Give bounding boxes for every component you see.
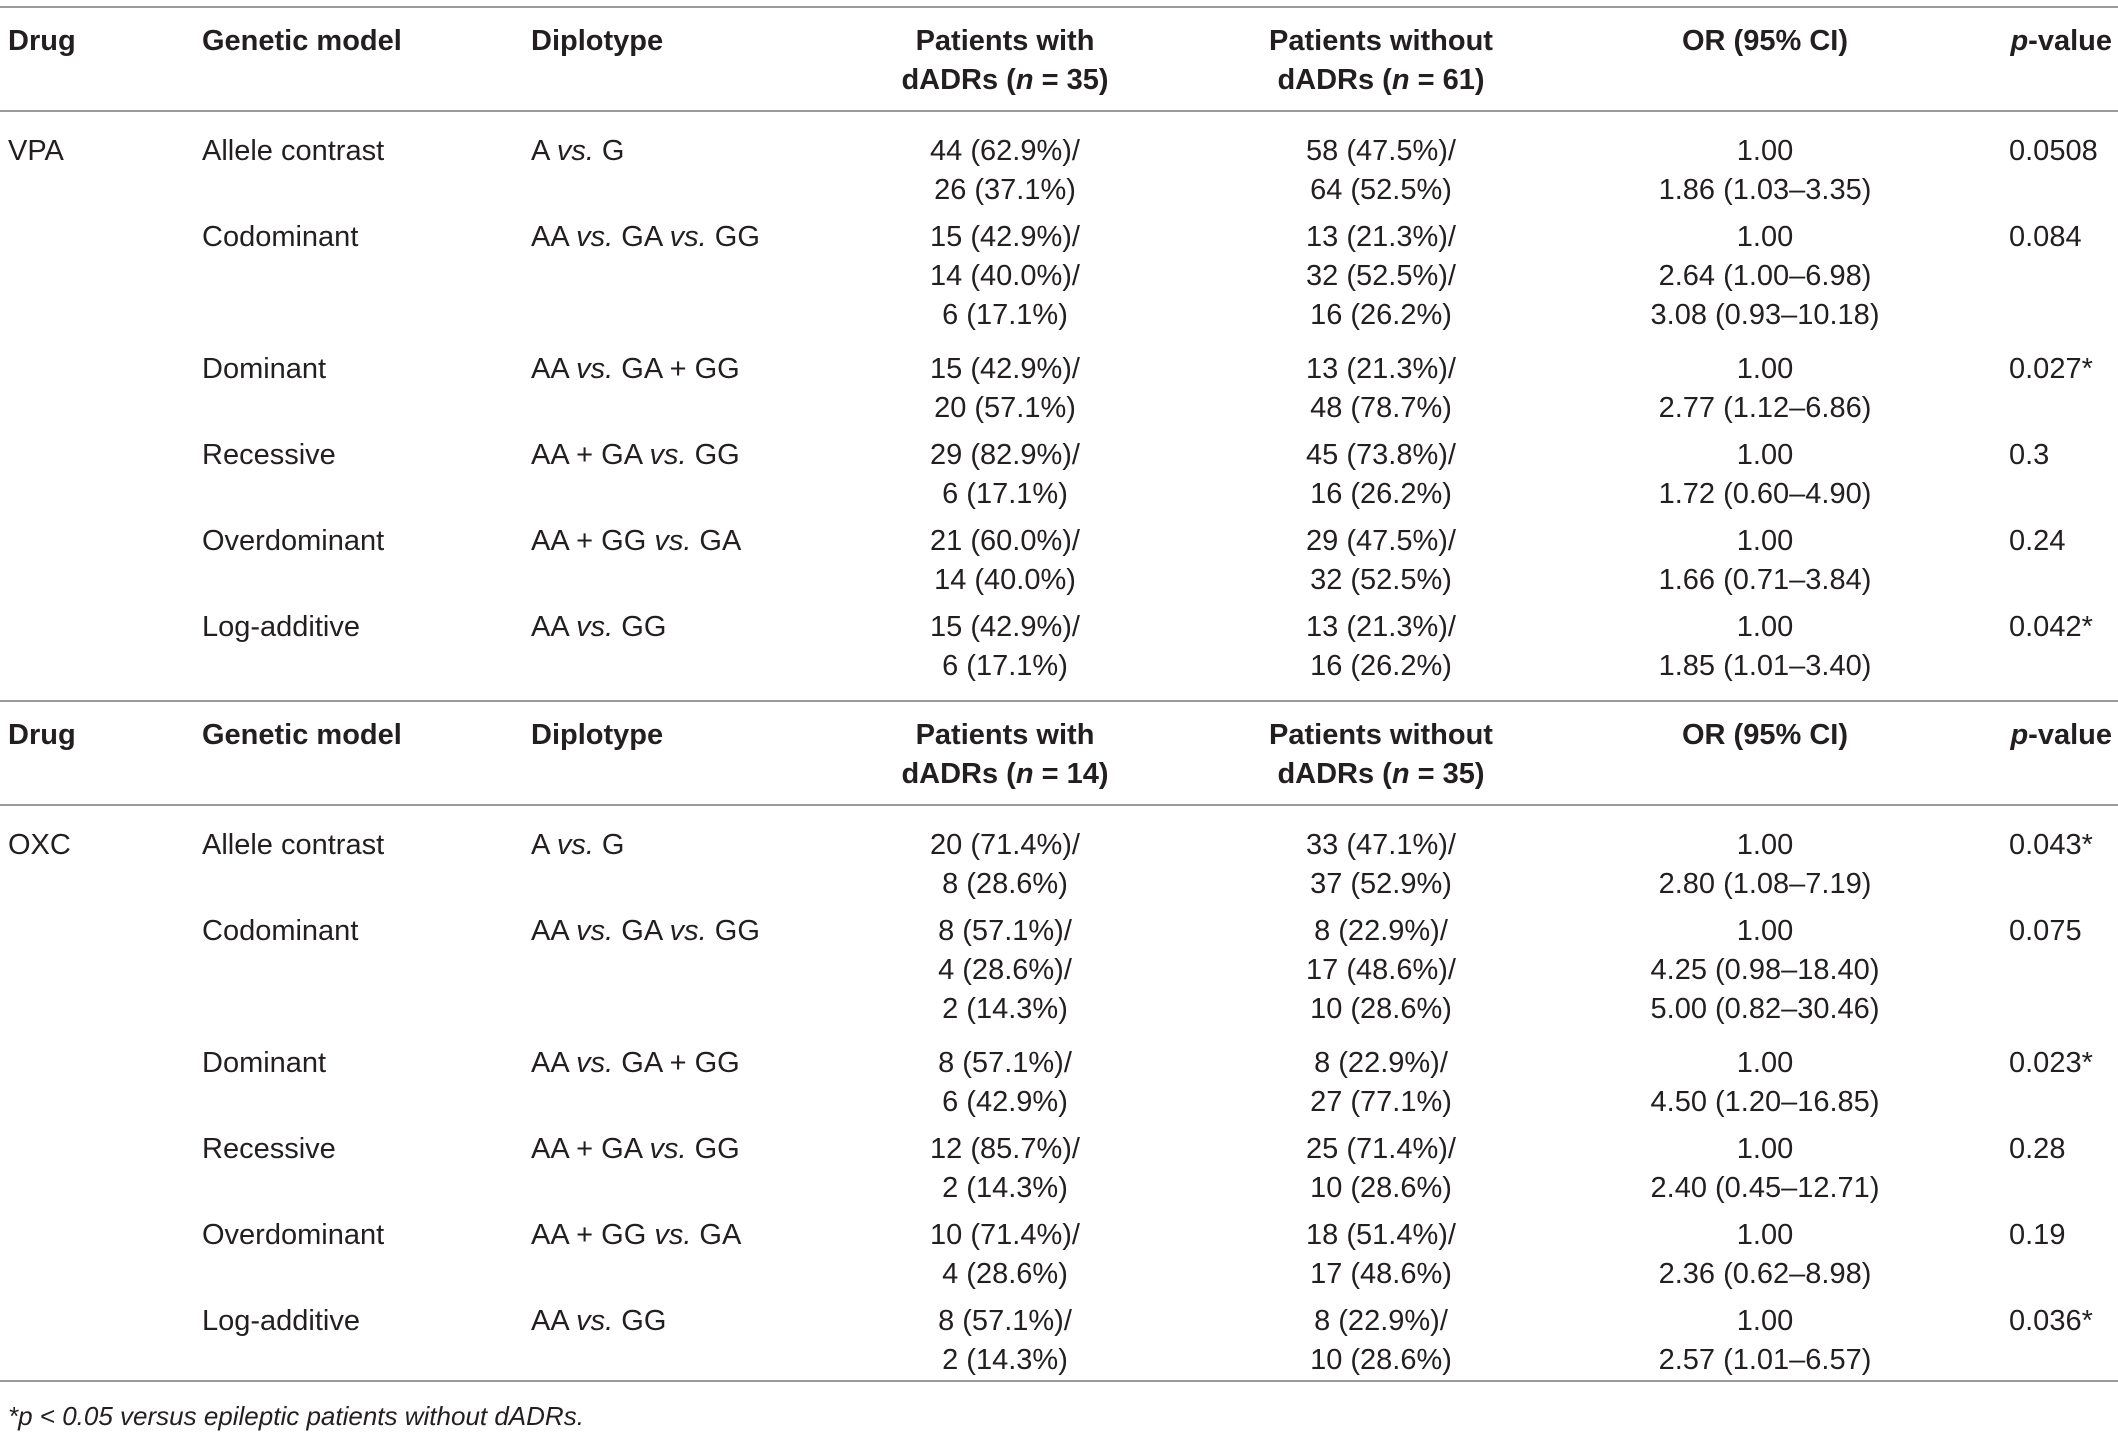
header-drug: Drug (8, 25, 76, 57)
patients-without-value (1246, 1302, 1516, 1380)
value-line: 18 (51.4%)/ (1306, 1219, 1456, 1251)
value-line: 16 (26.2%) (1310, 650, 1452, 682)
header-patients-with (880, 22, 1130, 100)
value-line: 4 (28.6%) (942, 1258, 1068, 1290)
header-patients-without (1246, 716, 1516, 794)
value-line: 1.00 (1736, 1133, 1794, 1165)
genetic-model: Log-additive (202, 611, 360, 643)
patients-with-value (880, 826, 1130, 904)
patients-with-value (880, 912, 1130, 1029)
section-top-rule (0, 6, 2118, 8)
odds-ratio-value (1620, 350, 1910, 428)
p-value: 0.036* (2009, 1305, 2093, 1337)
header-bottom-rule (0, 804, 2118, 806)
value-line: 25 (71.4%)/ (1306, 1133, 1456, 1165)
header-or-ci: OR (95% CI) (1682, 719, 1848, 751)
header-patients-with-line2: dADRs (n = 35) (901, 64, 1109, 96)
value-line: 13 (21.3%)/ (1306, 353, 1456, 385)
value-line: 14 (40.0%) (934, 564, 1076, 596)
patients-with-value (880, 350, 1130, 428)
value-line: 10 (28.6%) (1310, 1172, 1452, 1204)
value-line: 58 (47.5%)/ (1306, 135, 1456, 167)
p-value: 0.084 (2009, 221, 2082, 253)
value-line: 17 (48.6%) (1310, 1258, 1452, 1290)
odds-ratio-value (1620, 1216, 1910, 1294)
table-bottom-rule (0, 1380, 2118, 1382)
value-line: 20 (71.4%)/ (930, 829, 1080, 861)
diplotype: A vs. G (531, 829, 625, 861)
value-line: 16 (26.2%) (1310, 478, 1452, 510)
value-line: 1.00 (1736, 353, 1794, 385)
patients-with-value (880, 522, 1130, 600)
patients-without-value (1246, 218, 1516, 335)
patients-with-value (880, 436, 1130, 514)
drug-name: OXC (8, 829, 71, 861)
value-line: 6 (17.1%) (942, 478, 1068, 510)
genetic-model: Allele contrast (202, 135, 385, 167)
diplotype: AA vs. GA + GG (531, 1047, 740, 1079)
value-line: 12 (85.7%)/ (930, 1133, 1080, 1165)
value-line: 37 (52.9%) (1310, 868, 1452, 900)
value-line: 3.08 (0.93–10.18) (1650, 299, 1880, 331)
header-patients-with-line2: dADRs (n = 14) (901, 758, 1109, 790)
value-line: 2.57 (1.01–6.57) (1658, 1344, 1872, 1376)
patients-with-value (880, 132, 1130, 210)
patients-without-value (1246, 350, 1516, 428)
value-line: 32 (52.5%)/ (1306, 260, 1456, 292)
genetic-model: Overdominant (202, 525, 385, 557)
value-line: 1.00 (1736, 1305, 1794, 1337)
odds-ratio-value (1620, 132, 1910, 210)
patients-with-value (880, 218, 1130, 335)
value-line: 1.00 (1736, 439, 1794, 471)
value-line: 8 (28.6%) (942, 868, 1068, 900)
value-line: 8 (57.1%)/ (938, 1305, 1072, 1337)
drug-name: VPA (8, 135, 64, 167)
value-line: 29 (47.5%)/ (1306, 525, 1456, 557)
p-value: 0.023* (2009, 1047, 2093, 1079)
odds-ratio-value (1620, 522, 1910, 600)
value-line: 29 (82.9%)/ (930, 439, 1080, 471)
header-p-value: p-value (2010, 719, 2112, 751)
value-line: 14 (40.0%)/ (930, 260, 1080, 292)
header-or-ci: OR (95% CI) (1682, 25, 1848, 57)
header-diplotype: Diplotype (531, 25, 664, 57)
section-top-rule (0, 700, 2118, 702)
diplotype: AA + GA vs. GG (531, 1133, 740, 1165)
patients-with-value (880, 1302, 1130, 1380)
value-line: 1.00 (1736, 611, 1794, 643)
diplotype: AA + GG vs. GA (531, 1219, 742, 1251)
header-patients-without (1246, 22, 1516, 100)
patients-with-value (880, 1130, 1130, 1208)
value-line: 1.66 (0.71–3.84) (1658, 564, 1872, 596)
header-p-value: p-value (2010, 25, 2112, 57)
value-line: 2 (14.3%) (942, 1172, 1068, 1204)
value-line: 4 (28.6%)/ (938, 954, 1072, 986)
genetic-model: Recessive (202, 1133, 336, 1165)
diplotype: AA vs. GA vs. GG (531, 915, 760, 947)
value-line: 1.00 (1736, 915, 1794, 947)
value-line: 4.25 (0.98–18.40) (1650, 954, 1880, 986)
table-footnote: *p < 0.05 versus epileptic patients without dADRs. (8, 1401, 584, 1431)
header-genetic-model: Genetic model (202, 25, 402, 57)
header-patients-without-line2: dADRs (n = 61) (1277, 64, 1485, 96)
diplotype: AA + GG vs. GA (531, 525, 742, 557)
p-value: 0.3 (2009, 439, 2050, 471)
p-value: 0.0508 (2009, 135, 2098, 167)
p-value: 0.075 (2009, 915, 2082, 947)
diplotype: AA vs. GG (531, 611, 667, 643)
genetic-model: Overdominant (202, 1219, 385, 1251)
odds-ratio-value (1620, 218, 1910, 335)
genetic-model: Codominant (202, 221, 359, 253)
header-patients-without-line1: Patients without (1269, 25, 1493, 57)
value-line: 8 (57.1%)/ (938, 915, 1072, 947)
value-line: 1.86 (1.03–3.35) (1658, 174, 1872, 206)
odds-ratio-value (1620, 1044, 1910, 1122)
value-line: 1.00 (1736, 829, 1794, 861)
value-line: 10 (71.4%)/ (930, 1219, 1080, 1251)
value-line: 48 (78.7%) (1310, 392, 1452, 424)
value-line: 27 (77.1%) (1310, 1086, 1452, 1118)
value-line: 15 (42.9%)/ (930, 611, 1080, 643)
value-line: 15 (42.9%)/ (930, 353, 1080, 385)
header-diplotype: Diplotype (531, 719, 664, 751)
header-bottom-rule (0, 110, 2118, 112)
value-line: 1.00 (1736, 135, 1794, 167)
value-line: 1.00 (1736, 1219, 1794, 1251)
p-value: 0.027* (2009, 353, 2093, 385)
patients-with-value (880, 608, 1130, 686)
value-line: 2.64 (1.00–6.98) (1658, 260, 1872, 292)
diplotype: AA vs. GG (531, 1305, 667, 1337)
value-line: 8 (22.9%)/ (1314, 915, 1448, 947)
value-line: 6 (17.1%) (942, 650, 1068, 682)
value-line: 33 (47.1%)/ (1306, 829, 1456, 861)
value-line: 4.50 (1.20–16.85) (1650, 1086, 1880, 1118)
p-value: 0.042* (2009, 611, 2093, 643)
patients-without-value (1246, 608, 1516, 686)
patients-without-value (1246, 826, 1516, 904)
value-line: 1.00 (1736, 1047, 1794, 1079)
value-line: 2 (14.3%) (942, 1344, 1068, 1376)
diplotype: AA vs. GA vs. GG (531, 221, 760, 253)
p-value: 0.043* (2009, 829, 2093, 861)
odds-ratio-value (1620, 1302, 1910, 1380)
genetic-model: Log-additive (202, 1305, 360, 1337)
patients-without-value (1246, 1216, 1516, 1294)
value-line: 1.00 (1736, 221, 1794, 253)
patients-without-value (1246, 522, 1516, 600)
header-patients-without-line2: dADRs (n = 35) (1277, 758, 1485, 790)
value-line: 44 (62.9%)/ (930, 135, 1080, 167)
value-line: 10 (28.6%) (1310, 1344, 1452, 1376)
odds-ratio-value (1620, 912, 1910, 1029)
diplotype: AA vs. GA + GG (531, 353, 740, 385)
patients-without-value (1246, 132, 1516, 210)
header-patients-without-line1: Patients without (1269, 719, 1493, 751)
genetic-model: Codominant (202, 915, 359, 947)
value-line: 21 (60.0%)/ (930, 525, 1080, 557)
value-line: 2 (14.3%) (942, 993, 1068, 1025)
patients-without-value (1246, 912, 1516, 1029)
odds-ratio-value (1620, 608, 1910, 686)
value-line: 16 (26.2%) (1310, 299, 1452, 331)
value-line: 2.40 (0.45–12.71) (1650, 1172, 1880, 1204)
patients-with-value (880, 1044, 1130, 1122)
header-patients-with-line1: Patients with (915, 25, 1095, 57)
patients-with-value (880, 1216, 1130, 1294)
value-line: 1.85 (1.01–3.40) (1658, 650, 1872, 682)
value-line: 8 (22.9%)/ (1314, 1305, 1448, 1337)
value-line: 20 (57.1%) (934, 392, 1076, 424)
odds-ratio-value (1620, 1130, 1910, 1208)
patients-without-value (1246, 1044, 1516, 1122)
value-line: 2.77 (1.12–6.86) (1658, 392, 1872, 424)
header-drug: Drug (8, 719, 76, 751)
value-line: 6 (17.1%) (942, 299, 1068, 331)
patients-without-value (1246, 1130, 1516, 1208)
p-value: 0.19 (2009, 1219, 2066, 1251)
value-line: 15 (42.9%)/ (930, 221, 1080, 253)
value-line: 17 (48.6%)/ (1306, 954, 1456, 986)
genetic-model: Dominant (202, 1047, 327, 1079)
value-line: 5.00 (0.82–30.46) (1650, 993, 1880, 1025)
value-line: 1.72 (0.60–4.90) (1658, 478, 1872, 510)
value-line: 8 (57.1%)/ (938, 1047, 1072, 1079)
value-line: 13 (21.3%)/ (1306, 611, 1456, 643)
value-line: 8 (22.9%)/ (1314, 1047, 1448, 1079)
diplotype: AA + GA vs. GG (531, 439, 740, 471)
value-line: 45 (73.8%)/ (1306, 439, 1456, 471)
value-line: 6 (42.9%) (942, 1086, 1068, 1118)
value-line: 1.00 (1736, 525, 1794, 557)
diplotype: A vs. G (531, 135, 625, 167)
value-line: 2.36 (0.62–8.98) (1658, 1258, 1872, 1290)
value-line: 32 (52.5%) (1310, 564, 1452, 596)
p-value: 0.24 (2009, 525, 2066, 557)
header-genetic-model: Genetic model (202, 719, 402, 751)
header-patients-with-line1: Patients with (915, 719, 1095, 751)
value-line: 64 (52.5%) (1310, 174, 1452, 206)
odds-ratio-value (1620, 436, 1910, 514)
odds-ratio-value (1620, 826, 1910, 904)
genetic-model: Dominant (202, 353, 327, 385)
header-patients-with (880, 716, 1130, 794)
value-line: 10 (28.6%) (1310, 993, 1452, 1025)
value-line: 13 (21.3%)/ (1306, 221, 1456, 253)
genetic-model: Allele contrast (202, 829, 385, 861)
patients-without-value (1246, 436, 1516, 514)
p-value: 0.28 (2009, 1133, 2066, 1165)
genetic-model: Recessive (202, 439, 336, 471)
value-line: 26 (37.1%) (934, 174, 1076, 206)
value-line: 2.80 (1.08–7.19) (1658, 868, 1872, 900)
